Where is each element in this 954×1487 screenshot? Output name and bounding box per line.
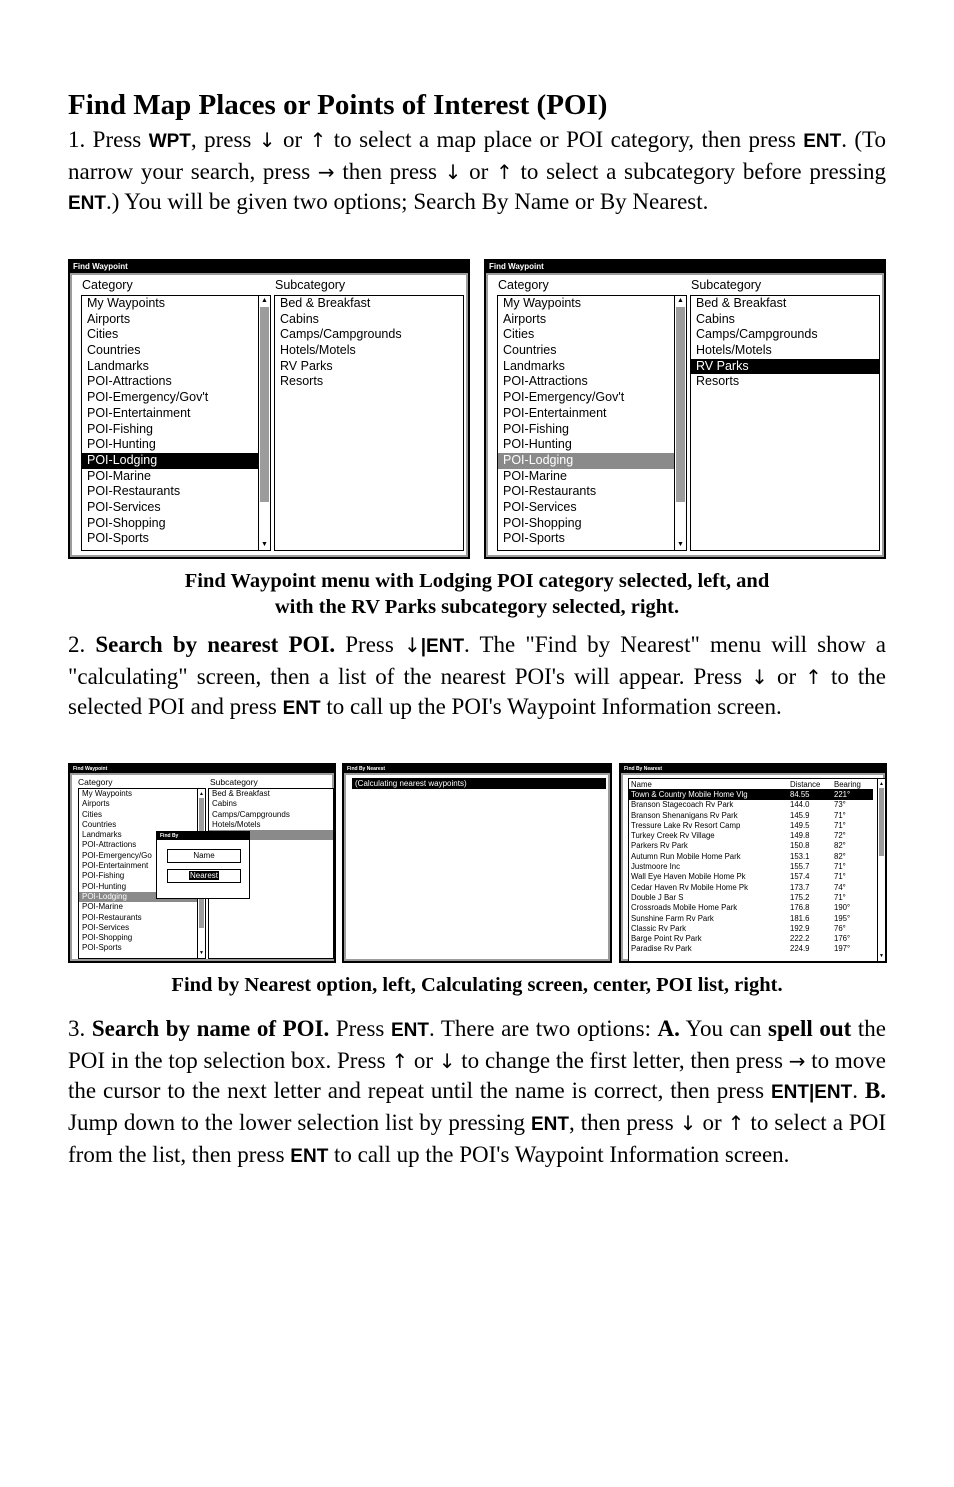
- subcategory-list[interactable]: [690, 295, 880, 551]
- list-item[interactable]: POI-Lodging: [82, 453, 270, 469]
- list-item[interactable]: POI-Emergency/Gov't: [503, 390, 625, 405]
- list-item[interactable]: POI-Restaurants: [87, 484, 181, 499]
- poi-scrollbar[interactable]: [877, 779, 885, 961]
- list-item[interactable]: POI-Hunting: [503, 437, 572, 452]
- step-3-paragraph: 3. Search by name of POI. Press ENT. There are two options: A. You can spell out the POI in the top selection box. Press ↑ or ↓ to change the first letter, then press → to move the cursor to the next letter and repeat until the name is correct, then press ENT|ENT. B. Jump down to the lower selection list by pressing ENT, then press ↓ or ↑ to select a POI from the list, then press ENT to call up the POI's Waypoint Information screen.: [68, 1016, 886, 1167]
- table-row[interactable]: Autumn Run Mobile Home Park 153.1 82°: [631, 851, 846, 861]
- screen-title: Find By Nearest: [621, 765, 885, 773]
- list-item[interactable]: Camps/Campgrounds: [696, 327, 818, 342]
- ent-key: ENT: [290, 1146, 329, 1167]
- list-item[interactable]: Cabins: [696, 311, 735, 326]
- list-item[interactable]: Airports: [82, 799, 110, 809]
- screen-title: Find Waypoint: [486, 261, 884, 273]
- screen-title: Find Waypoint: [70, 261, 468, 273]
- category-list[interactable]: [81, 295, 271, 551]
- category-scrollbar[interactable]: [674, 296, 686, 550]
- list-item[interactable]: Airports: [87, 311, 131, 326]
- page-heading: Find Map Places or Points of Interest (POI): [68, 89, 608, 121]
- list-item[interactable]: Airports: [503, 311, 547, 326]
- list-item[interactable]: Bed & Breakfast: [280, 296, 371, 310]
- scroll-up-icon[interactable]: ▲: [677, 297, 684, 304]
- down-arrow-icon: ↓: [444, 160, 462, 184]
- list-item[interactable]: POI-Lodging: [79, 892, 205, 902]
- list-item[interactable]: POI-Hunting: [87, 437, 156, 452]
- list-item[interactable]: POI-Attractions: [82, 840, 137, 850]
- list-item[interactable]: POI-Services: [503, 499, 577, 514]
- list-item[interactable]: Cabins: [280, 311, 319, 326]
- right-arrow-icon: →: [317, 160, 335, 184]
- find-waypoint-screen-left: [68, 259, 470, 559]
- list-item[interactable]: POI-Fishing: [82, 871, 125, 881]
- list-item[interactable]: Landmarks: [87, 358, 149, 373]
- ent-key: ENT: [390, 1020, 429, 1041]
- ent-key: ENT: [531, 1114, 569, 1135]
- down-arrow-icon: ↓: [438, 1049, 456, 1073]
- list-item[interactable]: POI-Restaurants: [503, 484, 597, 499]
- screen-title: Find Waypoint: [70, 765, 334, 773]
- table-row[interactable]: Tressure Lake Rv Resort Camp 149.5 71°: [631, 820, 846, 830]
- list-item[interactable]: POI-Marine: [82, 902, 123, 912]
- list-item[interactable]: My Waypoints: [87, 296, 166, 310]
- nearest-option-button[interactable]: Nearest: [167, 869, 241, 883]
- step-1-paragraph: 1. Press WPT, press ↓ or ↑ to select a map place or POI category, then press ENT. (To narrow your search, press → then press ↓ or ↑ to select a subcategory before pressing ENT.) You will be given two options; Search By Name or By Nearest.: [68, 127, 886, 214]
- table-row[interactable]: Classic Rv Park 192.9 76°: [631, 923, 846, 933]
- list-item[interactable]: Resorts: [696, 374, 740, 389]
- list-item[interactable]: POI-Entertainment: [82, 861, 149, 871]
- ent-key: ENT: [426, 636, 465, 657]
- list-item[interactable]: POI-Marine: [503, 468, 567, 483]
- list-item[interactable]: POI-Marine: [87, 468, 151, 483]
- ent-key: ENT: [68, 193, 106, 214]
- list-item[interactable]: Cities: [503, 327, 535, 342]
- list-item[interactable]: POI-Entertainment: [503, 405, 607, 420]
- table-row[interactable]: Barge Point Rv Park 222.2 176°: [631, 934, 851, 944]
- list-item[interactable]: Camps/Campgrounds: [212, 809, 290, 819]
- figure-caption-1: Find Waypoint menu with Lodging POI category selected, left, and with the RV Parks subcategory selected, right.: [184, 570, 770, 618]
- list-item[interactable]: RV Parks: [691, 359, 879, 375]
- wpt-key: WPT: [148, 131, 191, 152]
- find-by-dialog: [156, 831, 250, 899]
- list-item[interactable]: Hotels/Motels: [212, 819, 261, 829]
- down-arrow-icon: ↓: [751, 665, 768, 689]
- down-arrow-icon: ↓: [258, 128, 276, 152]
- scroll-down-icon[interactable]: ▼: [261, 541, 268, 548]
- category-label: Category: [82, 278, 133, 292]
- poi-list[interactable]: [628, 778, 886, 962]
- category-label: Category: [78, 777, 113, 787]
- down-arrow-icon: ↓: [679, 1111, 697, 1135]
- list-item[interactable]: POI-Hunting: [82, 881, 127, 891]
- ent-ent-key: ENT|ENT: [770, 1082, 853, 1103]
- table-row[interactable]: Turkey Creek Rv Village 149.8 72°: [631, 831, 846, 841]
- list-item[interactable]: My Waypoints: [503, 296, 582, 310]
- list-item[interactable]: Resorts: [280, 374, 324, 389]
- name-option-button[interactable]: Name: [167, 849, 241, 863]
- list-item[interactable]: POI-Sports: [82, 943, 122, 953]
- category-label: Category: [498, 278, 549, 292]
- list-item[interactable]: POI-Attractions: [87, 374, 172, 389]
- list-item[interactable]: Cabins: [212, 799, 237, 809]
- subcategory-list[interactable]: [274, 295, 464, 551]
- poi-table-header: Name Distance Bearing: [631, 779, 861, 789]
- table-row[interactable]: Cedar Haven Rv Mobile Home Pk 173.7 74°: [631, 882, 846, 892]
- up-arrow-icon: ↑: [805, 665, 822, 689]
- table-row[interactable]: Town & Country Mobile Home Vlg 84.55 221°: [629, 789, 873, 799]
- list-item[interactable]: Bed & Breakfast: [212, 789, 270, 798]
- list-item[interactable]: Hotels/Motels: [280, 343, 356, 358]
- list-item[interactable]: My Waypoints: [82, 789, 132, 798]
- list-item[interactable]: POI-Services: [82, 922, 130, 932]
- list-item[interactable]: Cities: [82, 809, 103, 819]
- scroll-down-icon[interactable]: ▼: [677, 541, 684, 548]
- list-item[interactable]: POI-Lodging: [498, 453, 686, 469]
- list-item[interactable]: Countries: [503, 343, 557, 358]
- ent-key: ENT: [803, 131, 842, 152]
- scroll-up-icon[interactable]: ▲: [261, 297, 268, 304]
- table-row[interactable]: Justmoore Inc 155.7 71°: [631, 862, 846, 872]
- subcategory-label: Subcategory: [691, 278, 762, 292]
- calculating-screen: [342, 763, 612, 963]
- step-2-paragraph: 2. Search by nearest POI. Press ↓|ENT. The "Find by Nearest" menu will show a "calculating" screen, then a list of the nearest POI's will appear. Press ↓ or ↑ to the selected POI and press ENT to call up the POI's Waypoint Information screen.: [68, 632, 887, 719]
- list-item[interactable]: POI-Restaurants: [82, 912, 142, 922]
- scroll-down-icon[interactable]: ▼: [879, 953, 884, 959]
- list-item[interactable]: Hotels/Motels: [696, 343, 772, 358]
- scroll-up-icon[interactable]: ▲: [879, 781, 884, 787]
- find-waypoint-screen-right: [484, 259, 886, 559]
- list-item[interactable]: POI-Shopping: [503, 515, 582, 530]
- list-item[interactable]: RV Parks: [280, 358, 333, 373]
- list-item[interactable]: Bed & Breakfast: [696, 296, 787, 310]
- screen-title: Find By Nearest: [344, 765, 610, 773]
- poi-list-screen: [619, 763, 887, 963]
- up-arrow-icon: ↑: [309, 128, 327, 152]
- down-arrow-icon: ↓: [403, 633, 421, 657]
- figure-caption-2: Find by Nearest option, left, Calculating screen, center, POI list, right.: [171, 974, 783, 996]
- table-row[interactable]: Branson Stagecoach Rv Park 144.0 73°: [631, 800, 846, 810]
- up-arrow-icon: ↑: [391, 1049, 409, 1073]
- subcategory-label: Subcategory: [210, 777, 258, 787]
- list-item[interactable]: Countries: [82, 819, 117, 829]
- list-item[interactable]: Landmarks: [82, 830, 122, 840]
- ent-key: ENT: [282, 698, 321, 719]
- list-item[interactable]: Landmarks: [503, 358, 565, 373]
- table-row[interactable]: Crossroads Mobile Home Park 176.8 190°: [631, 903, 851, 913]
- up-arrow-icon: ↑: [727, 1111, 745, 1135]
- find-by-option-screen: [68, 763, 336, 963]
- scroll-down-icon[interactable]: ▼: [199, 950, 204, 956]
- list-item[interactable]: POI-Emergency/Go: [82, 850, 152, 860]
- list-item[interactable]: POI-Entertainment: [87, 405, 191, 420]
- list-item[interactable]: Cities: [87, 327, 119, 342]
- right-arrow-icon: →: [788, 1049, 806, 1073]
- table-row[interactable]: Parkers Rv Park 150.8 82°: [631, 841, 846, 851]
- subcategory-label: Subcategory: [275, 278, 346, 292]
- dialog-title: Find By: [157, 832, 249, 840]
- list-item[interactable]: POI-Sports: [503, 531, 565, 546]
- list-item[interactable]: POI-Emergency/Gov't: [87, 390, 209, 405]
- table-row[interactable]: Wall Eye Haven Mobile Home Pk 157.4 71°: [631, 872, 846, 882]
- up-arrow-icon: ↑: [496, 160, 513, 184]
- list-item[interactable]: POI-Attractions: [503, 374, 588, 389]
- list-item[interactable]: POI-Fishing: [87, 421, 153, 436]
- category-list[interactable]: [497, 295, 687, 551]
- scroll-up-icon[interactable]: ▲: [199, 791, 204, 797]
- page: [68, 88, 886, 219]
- table-row[interactable]: Double J Bar S 175.2 71°: [631, 892, 846, 902]
- table-row[interactable]: Sunshine Farm Rv Park 181.6 195°: [631, 913, 851, 923]
- list-item[interactable]: Camps/Campgrounds: [280, 327, 402, 342]
- category-scrollbar[interactable]: [258, 296, 270, 550]
- list-item[interactable]: POI-Shopping: [87, 515, 166, 530]
- table-row[interactable]: Branson Shenanigans Rv Park 145.9 71°: [631, 810, 846, 820]
- list-item[interactable]: POI-Fishing: [503, 421, 569, 436]
- list-item[interactable]: Countries: [87, 343, 141, 358]
- table-row[interactable]: Paradise Rv Park 224.9 197°: [631, 944, 851, 954]
- calculating-message: (Calculating nearest waypoints): [352, 778, 606, 789]
- list-item[interactable]: POI-Shopping: [82, 933, 133, 943]
- list-item[interactable]: POI-Services: [87, 499, 161, 514]
- poi-table: [629, 779, 873, 954]
- list-item[interactable]: POI-Sports: [87, 531, 149, 546]
